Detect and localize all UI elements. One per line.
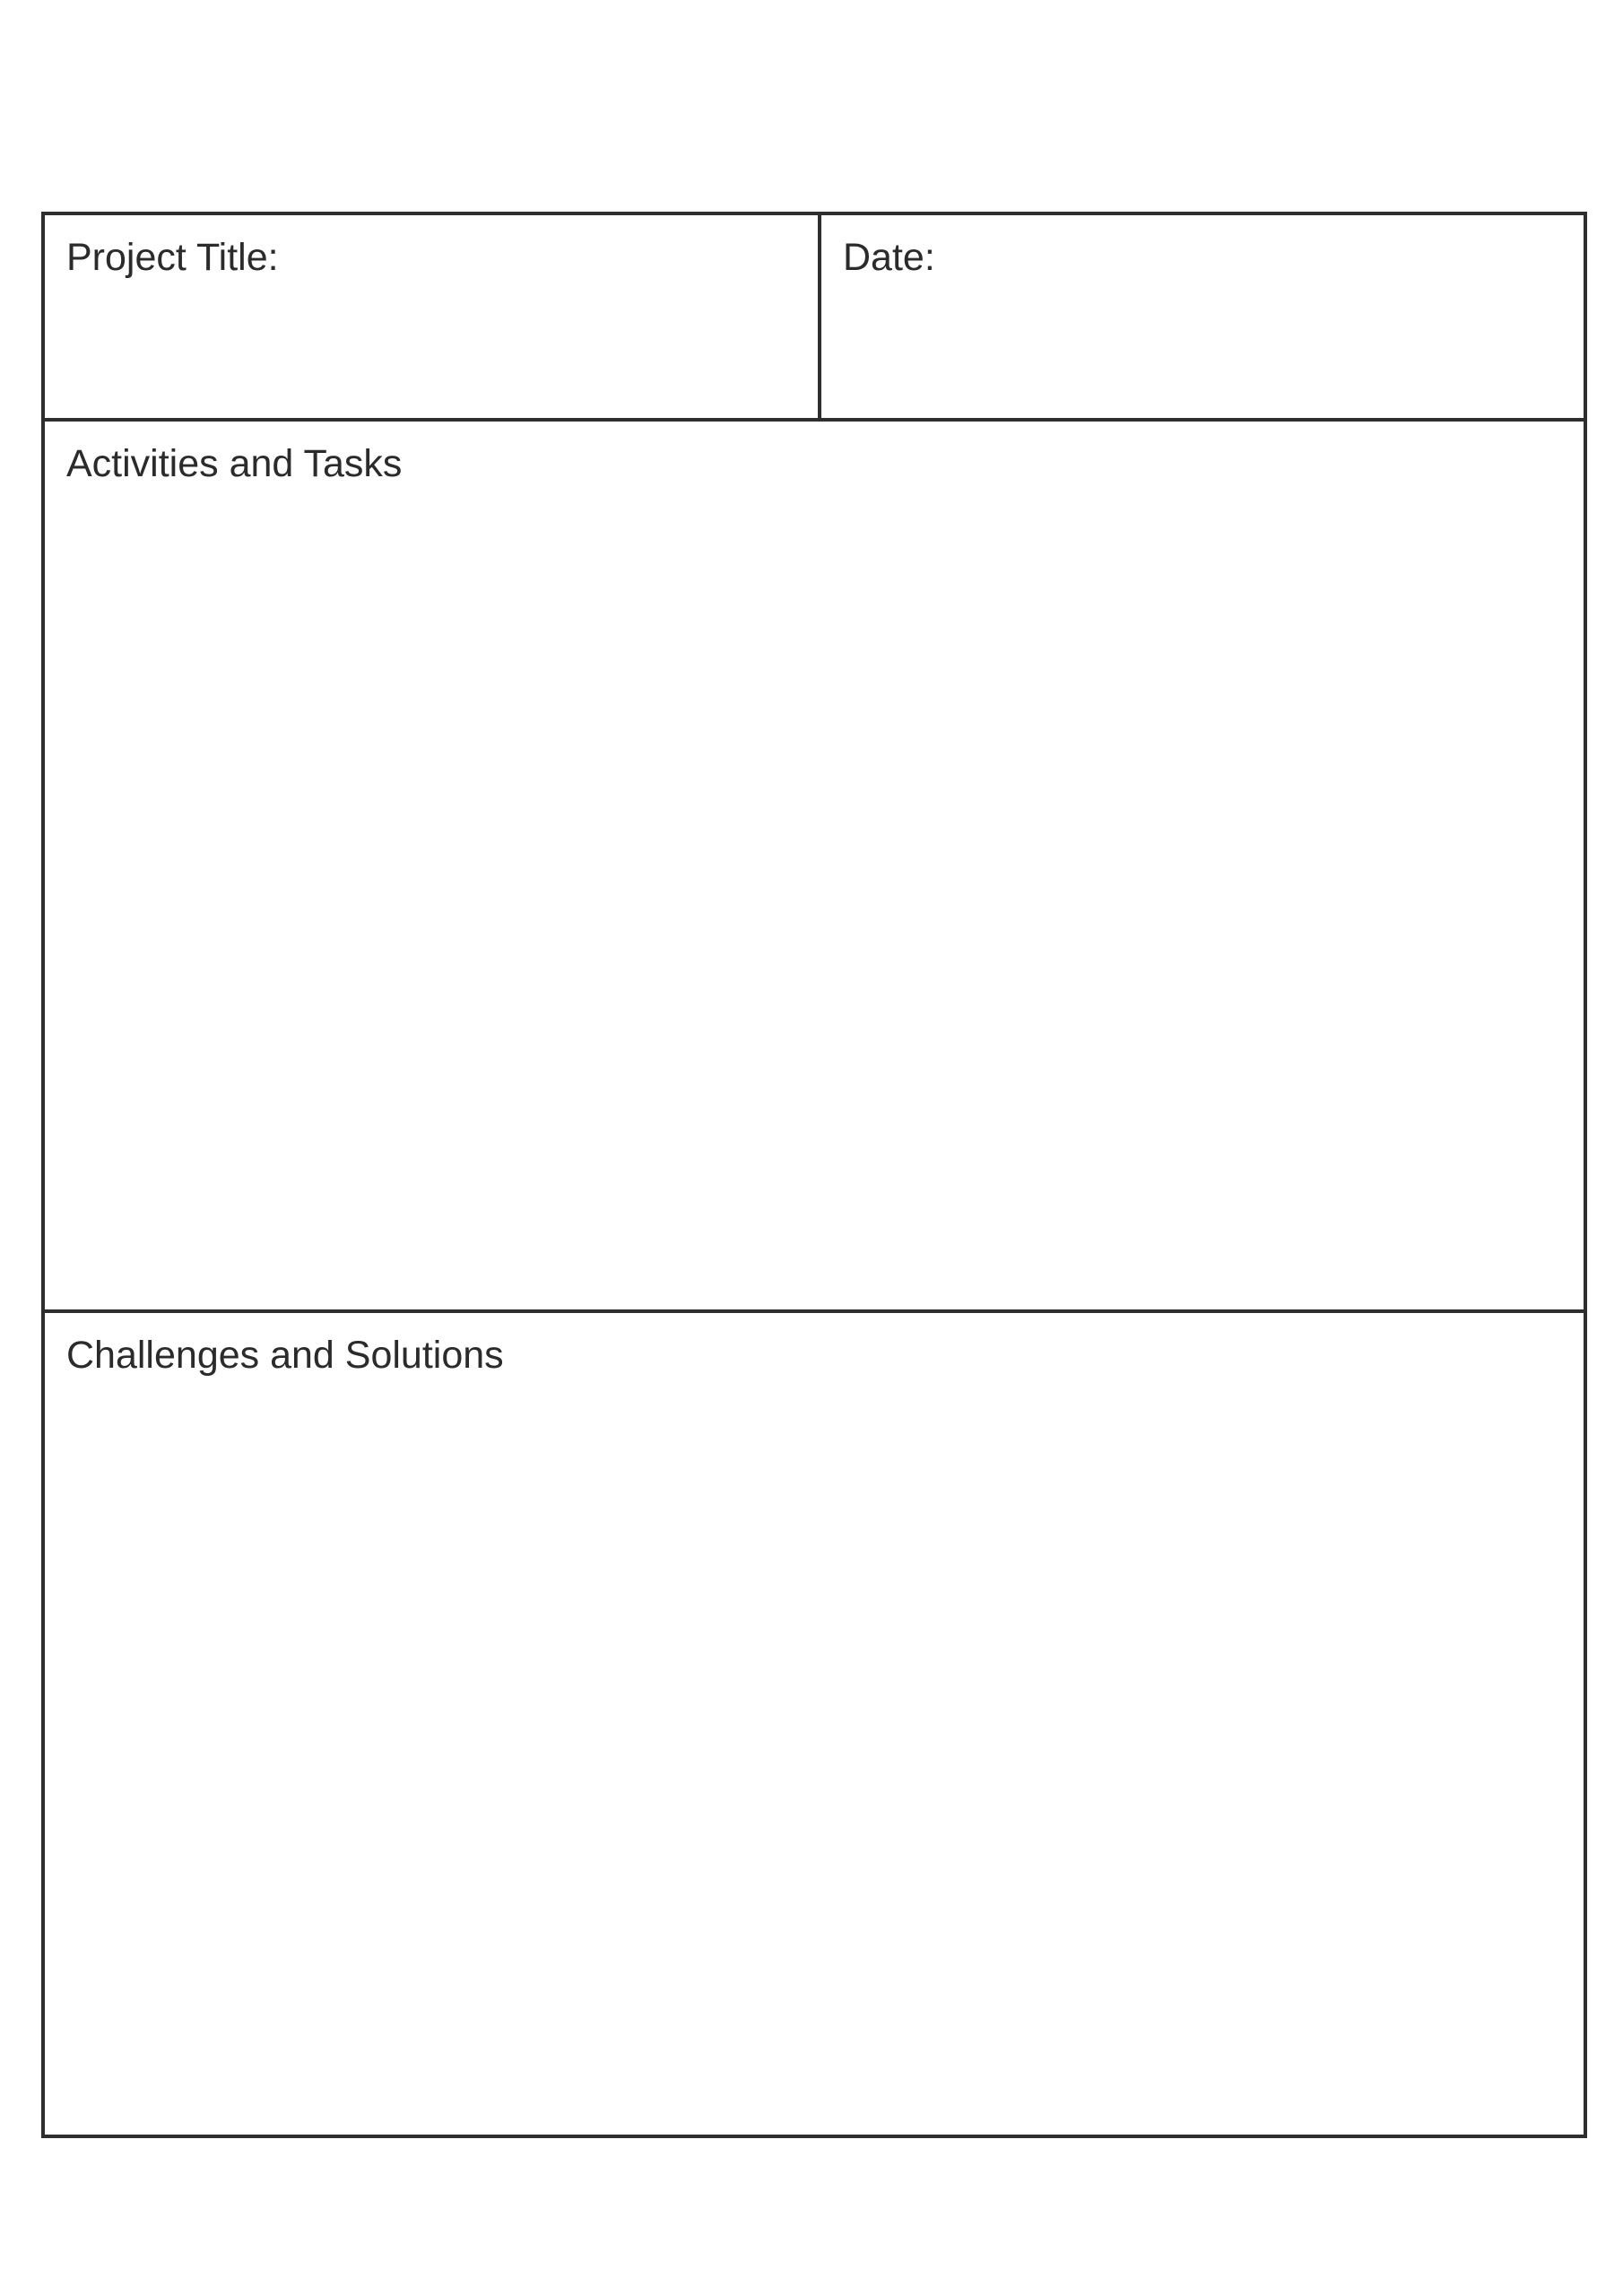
date-label: Date:	[843, 236, 935, 279]
project-title-label: Project Title:	[66, 236, 279, 279]
challenges-section[interactable]	[45, 1313, 1584, 2135]
project-log-form	[41, 212, 1587, 2138]
date-field[interactable]	[821, 215, 1584, 422]
activities-heading: Activities and Tasks	[66, 442, 403, 485]
activities-section[interactable]	[45, 422, 1584, 1313]
project-title-field[interactable]	[45, 215, 821, 422]
challenges-heading: Challenges and Solutions	[66, 1334, 504, 1377]
